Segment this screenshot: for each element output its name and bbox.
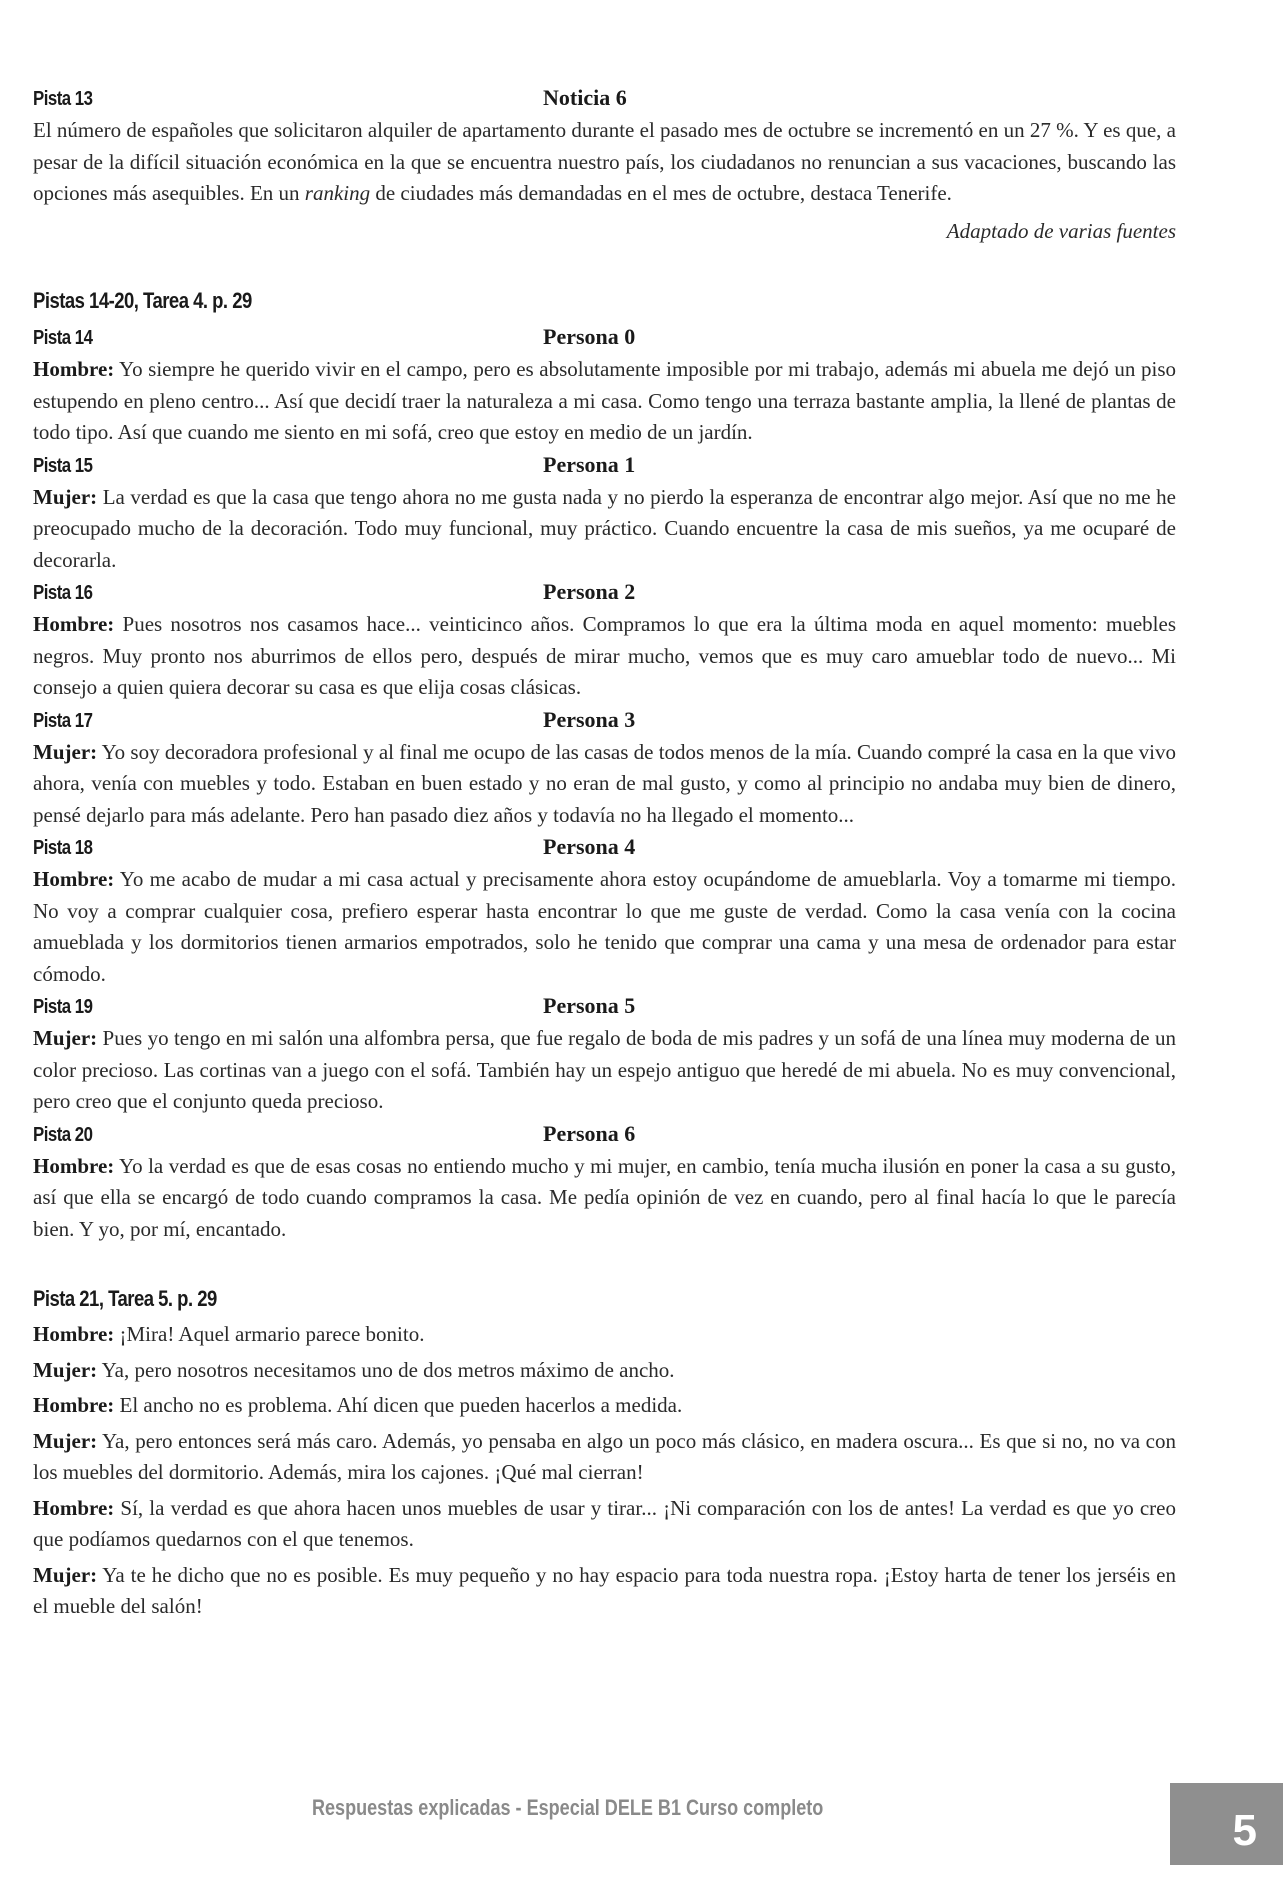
persona-title: Persona 3 bbox=[543, 706, 636, 732]
persona-title: Persona 4 bbox=[543, 834, 636, 859]
transcript-paragraph bbox=[33, 1023, 1176, 1118]
transcript-text: Yo me acabo de mudar a mi casa actual y precisamente ahora estoy ocupándome de amueblarla. Voy a tomarme mi tiempo. No voy a comprar cualquier cosa, prefiero esperar hasta encontrar lo que me guste de verdad. Como la casa venía con la cocina amueblada y los dormitorios tienen armarios empotrados, solo he tenido que comprar una cama y una mesa de ordenador para estar cómodo. bbox=[33, 867, 1176, 986]
task4-heading: Pistas 14-20, Tarea 4. p. 29 bbox=[33, 288, 252, 313]
track-label: Pista 20 bbox=[33, 1123, 93, 1146]
track-header bbox=[33, 321, 1176, 354]
document-page bbox=[33, 0, 1176, 1627]
transcript-text: Yo la verdad es que de esas cosas no entiendo mucho y mi mujer, en cambio, tenía mucha ilusión en poner la casa a su gusto, así que ella se encargó de todo cuando compramos la casa. Me pedía opinión de vez en cuando, pero al final hacía lo que le parecía bien. Y yo, por mí, encantado. bbox=[33, 1153, 1176, 1241]
news-text-italic: ranking bbox=[304, 181, 371, 205]
transcript-text: Yo soy decoradora profesional y al final me ocupo de las casas de todos menos de la mía. Cuando compré la casa en la que vivo ahora, venía con muebles y todo. Estaban en buen estado y no eran de mal gusto, y como al principio no andaba muy bien de dinero, pensé dejarlo para más adelante. Pero han pasado diez años y todavía no ha llegado el momento... bbox=[33, 739, 1176, 827]
news-header bbox=[33, 82, 1176, 115]
dialogue-line bbox=[33, 1355, 1176, 1387]
track-header bbox=[33, 449, 1176, 482]
dialogue-text: Ya, pero nosotros necesitamos uno de dos metros máximo de ancho. bbox=[97, 1357, 675, 1382]
footer-text: Respuestas explicadas - Especial DELE B1 Curso completo bbox=[312, 1795, 824, 1820]
dialogue-line bbox=[33, 1493, 1176, 1556]
persona-title: Persona 2 bbox=[543, 579, 636, 604]
track-label: Pista 13 bbox=[33, 88, 93, 110]
speaker-label: Hombre: bbox=[33, 1153, 115, 1178]
track-header bbox=[33, 1118, 1176, 1151]
news-source: Adaptado de varias fuentes bbox=[946, 218, 1176, 243]
track-header bbox=[33, 990, 1176, 1023]
news-title: Noticia 6 bbox=[543, 85, 627, 110]
dialogue-line bbox=[33, 1319, 1176, 1351]
transcript-text: La verdad es que la casa que tengo ahora no me gusta nada y no pierdo la esperanza de encontrar algo mejor. Así que no me he preocupado mucho de la decoración. Todo muy funcional, muy práctico. Cuando encuentre la casa de mis sueños, ya me ocuparé de decorarla. bbox=[33, 484, 1176, 572]
track-label: Pista 14 bbox=[33, 327, 93, 349]
dialogue-line bbox=[33, 1390, 1176, 1422]
transcript-text: Pues nosotros nos casamos hace... veinticinco años. Compramos lo que era la última moda en aquel momento: muebles negros. Muy pronto nos aburrimos de ellos pero, después de mirar mucho, vemos que es muy caro amueblar todo de nuevo... Mi consejo a quien quiera decorar su casa es que elija cosas clásicas. bbox=[33, 612, 1176, 699]
dialogue-text: Sí, la verdad es que ahora hacen unos muebles de usar y tirar... ¡Ni comparación con los de antes! La verdad es que yo creo que podíamos quedarnos con el que tenemos. bbox=[33, 1495, 1176, 1551]
task5-dialogue bbox=[33, 1319, 1176, 1623]
transcript-paragraph bbox=[33, 354, 1176, 449]
task4-list bbox=[33, 321, 1176, 1245]
news-text-part: El número de españoles que solicitaron alquiler de apartamento durante el pasado mes de octubre se incrementó en un 27 %. Y es que, a pesar de la difícil situación económica en la que se encuentra nuestro país, los ciudadanos no renuncian a sus vacaciones, buscando las opciones más asequibles. En un bbox=[33, 118, 1176, 205]
speaker-label: Hombre: bbox=[33, 1322, 115, 1346]
transcript-paragraph bbox=[33, 864, 1176, 990]
dialogue-line bbox=[33, 1426, 1176, 1489]
transcript-paragraph bbox=[33, 609, 1176, 704]
speaker-label: Mujer: bbox=[33, 484, 98, 509]
news-text-part: de ciudades más demandadas en el mes de octubre, destaca Tenerife. bbox=[370, 181, 952, 205]
transcript-paragraph bbox=[33, 482, 1176, 577]
task5-heading-row bbox=[33, 1283, 1176, 1319]
task4-heading-row bbox=[33, 285, 1176, 321]
task5-heading: Pista 21, Tarea 5. p. 29 bbox=[33, 1286, 217, 1311]
track-label: Pista 15 bbox=[33, 454, 93, 477]
speaker-label: Mujer: bbox=[33, 1562, 98, 1587]
speaker-label: Hombre: bbox=[33, 867, 115, 891]
page-number: 5 bbox=[1170, 1783, 1283, 1865]
transcript-text: Pues yo tengo en mi salón una alfombra persa, que fue regalo de boda de mis padres y un sofá de una línea muy moderna de un color precioso. Las cortinas van a juego con el sofá. También hay un espejo antiguo que heredé de mi abuela. No es muy convencional, pero creo que el conjunto queda precioso. bbox=[33, 1026, 1176, 1113]
dialogue-text: ¡Mira! Aquel armario parece bonito. bbox=[114, 1322, 425, 1346]
persona-title: Persona 1 bbox=[543, 451, 636, 477]
transcript-paragraph bbox=[33, 1151, 1176, 1246]
transcript-text: Yo siempre he querido vivir en el campo, pero es absolutamente imposible por mi trabajo, además mi abuela me dejó un piso estupendo en pleno centro... Así que decidí traer la naturaleza a mi casa. Como tengo una terraza bastante amplia, la llené de plantas de todo tipo. Así que cuando me siento en mi sofá, creo que estoy en medio de un jardín. bbox=[33, 357, 1176, 444]
speaker-label: Mujer: bbox=[33, 739, 98, 764]
speaker-label: Mujer: bbox=[33, 1428, 98, 1453]
track-label: Pista 18 bbox=[33, 837, 93, 859]
persona-title: Persona 6 bbox=[543, 1120, 636, 1146]
dialogue-line bbox=[33, 1560, 1176, 1623]
speaker-label: Hombre: bbox=[33, 1495, 115, 1520]
dialogue-text: Ya, pero entonces será más caro. Además, yo pensaba en algo un poco más clásico, en madera oscura... Es que si no, no va con los muebles del dormitorio. Además, mira los cajones. ¡Qué mal cierran! bbox=[33, 1428, 1176, 1484]
dialogue-text: El ancho no es problema. Ahí dicen que pueden hacerlos a medida. bbox=[114, 1393, 683, 1417]
transcript-paragraph bbox=[33, 737, 1176, 832]
track-label: Pista 16 bbox=[33, 582, 93, 604]
dialogue-text: Ya te he dicho que no es posible. Es muy pequeño y no hay espacio para toda nuestra ropa. ¡Estoy harta de tener los jerséis en el mueble del salón! bbox=[33, 1562, 1176, 1618]
speaker-label: Mujer: bbox=[33, 1026, 98, 1050]
persona-title: Persona 5 bbox=[543, 993, 636, 1018]
persona-title: Persona 0 bbox=[543, 324, 636, 349]
speaker-label: Mujer: bbox=[33, 1357, 98, 1382]
track-label: Pista 19 bbox=[33, 996, 93, 1018]
speaker-label: Hombre: bbox=[33, 357, 115, 381]
track-header bbox=[33, 576, 1176, 609]
track-header bbox=[33, 831, 1176, 864]
track-header bbox=[33, 704, 1176, 737]
track-label: Pista 17 bbox=[33, 709, 93, 732]
speaker-label: Hombre: bbox=[33, 1393, 115, 1417]
speaker-label: Hombre: bbox=[33, 612, 115, 636]
news-paragraph bbox=[33, 115, 1176, 210]
